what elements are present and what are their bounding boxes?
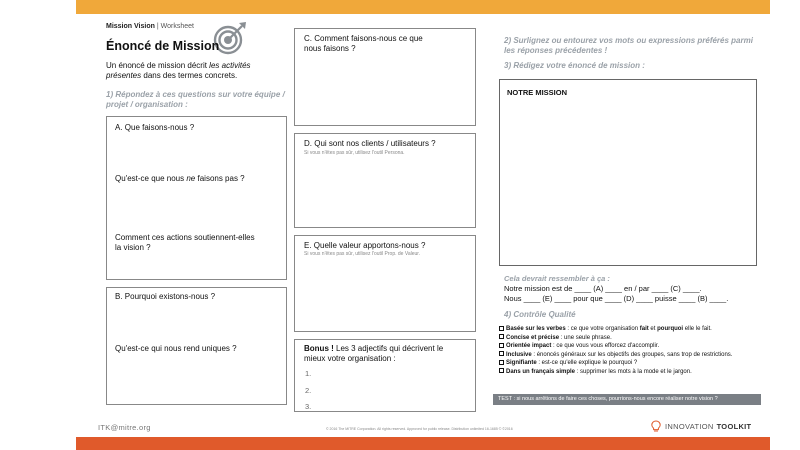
- step-2-heading: 2) Surlignez ou entourez vos mots ou expressions préférés parmi les réponses précédentes !: [504, 36, 753, 55]
- quality-concise-text: : une seule phrase.: [559, 334, 612, 341]
- checkbox-icon[interactable]: [499, 343, 504, 348]
- box-b-question-1: B. Pourquoi existons-nous ?: [115, 292, 216, 301]
- step-3-heading: 3) Rédigez votre énoncé de mission :: [504, 61, 645, 70]
- box-d-question: D. Qui sont nos clients / utilisateurs ?: [304, 139, 436, 148]
- quality-item-simple-french[interactable]: [499, 368, 769, 377]
- quality-item-verbs[interactable]: [499, 325, 769, 334]
- template-line-1: Notre mission est de ____ (A) ____ en / par ____ (C) ____.: [504, 284, 702, 293]
- quality-meaningful-text: : est-ce qu'elle explique le pourquoi ?: [536, 360, 638, 366]
- top-accent-bar: [76, 0, 770, 14]
- intro-suffix: dans des termes concrets.: [141, 71, 238, 80]
- quality-simple-text: : supprimer les mots à la mode et le jargon.: [575, 368, 692, 375]
- bonus-label: Bonus !: [304, 344, 334, 353]
- intro-text: [106, 61, 276, 81]
- quality-impact-label: Orientée impact: [506, 343, 552, 349]
- box-e-hint: Si vous n'êtes pas sûr, utilisez l'outil Prop. de Valeur.: [304, 251, 421, 257]
- quality-verbs-mid: et: [648, 326, 658, 332]
- box-a-question-2: [115, 174, 245, 184]
- quality-item-meaningful[interactable]: [499, 359, 769, 368]
- footer-brand-light: INNOVATION: [665, 421, 714, 431]
- page-title: Énoncé de Mission: [106, 39, 220, 53]
- checkbox-icon[interactable]: [499, 368, 504, 373]
- test-banner: TEST : si nous arrêtions de faire ces choses, pourrions-nous encore réaliser notre vision ?: [493, 394, 761, 405]
- quality-inclusive-text: : énoncés généraux sur les objectifs des groupes, sans trop de restrictions.: [531, 351, 733, 358]
- quality-verbs-label: Basée sur les verbes: [506, 326, 566, 332]
- header-separator: |: [156, 23, 159, 30]
- box-d-hint: Si vous n'êtes pas sûr, utilisez l'outil Persona.: [304, 150, 405, 156]
- template-line-2: Nous ____ (E) ____ pour que ____ (D) ____ puisse ____ (B) ____.: [504, 294, 729, 303]
- quality-item-inclusive[interactable]: [499, 351, 769, 360]
- checkbox-icon[interactable]: [499, 360, 504, 365]
- bonus-item-2[interactable]: 2.: [305, 385, 312, 395]
- footer-copyright: © 2016 The MITRE Corporation. All rights reserved. Approved for public release. Distribution unlimited 16-1685 © ©2016: [326, 427, 513, 431]
- mission-box-title: NOTRE MISSION: [507, 88, 568, 97]
- bonus-item-1[interactable]: 1.: [305, 369, 312, 378]
- checkbox-icon[interactable]: [499, 326, 504, 331]
- box-a-question-3: Comment ces actions soutiennent-elles la vision ?: [115, 233, 255, 252]
- bottom-accent-bar: [76, 437, 770, 450]
- quality-inclusive-label: Inclusive: [506, 351, 532, 358]
- box-e-question: E. Quelle valeur apportons-nous ?: [304, 241, 426, 250]
- template-intro: Cela devrait ressembler à ça :: [504, 274, 610, 283]
- box-a-q2-suffix: faisons pas ?: [195, 174, 245, 183]
- worksheet-title: Mission Vision: [106, 23, 155, 30]
- box-a-q2-emphasis: ne: [186, 174, 196, 183]
- box-a-question-1: A. Que faisons-nous ?: [115, 123, 195, 132]
- box-a-q2-prefix: Qu'est-ce que nous: [115, 174, 187, 183]
- step-4-heading: 4) Contrôle Qualité: [504, 310, 576, 319]
- intro-emphasis: les activités présentes: [106, 61, 251, 80]
- quality-verbs-text: : ce que votre organisation: [565, 326, 640, 332]
- bonus-description: Les 3 adjectifs qui décrivent le mieux votre organisation :: [304, 344, 444, 363]
- quality-concise-label: Concise et précise: [506, 334, 560, 341]
- quality-checklist: [499, 325, 769, 376]
- quality-impact-text: : ce que vous vous efforcez d'accomplir.: [551, 343, 660, 349]
- quality-item-impact[interactable]: [499, 342, 769, 351]
- footer-email[interactable]: ITK@mitre.org: [98, 423, 151, 432]
- quality-simple-label: Dans un français simple: [506, 368, 576, 375]
- step-1-heading: 1) Répondez à ces questions sur votre équipe / projet / organisation :: [106, 90, 285, 109]
- mission-box[interactable]: [499, 79, 757, 266]
- quality-verbs-end: elle le fait.: [683, 326, 712, 332]
- bonus-item-3[interactable]: 3.: [305, 402, 312, 411]
- box-c-question: C. Comment faisons-nous ce que nous faisons ?: [304, 34, 423, 53]
- box-b-question-2: Qu'est-ce qui nous rend uniques ?: [115, 344, 237, 353]
- bonus-text: [304, 344, 464, 364]
- intro-prefix: Un énoncé de mission décrit: [106, 61, 210, 70]
- checkbox-icon[interactable]: [499, 351, 504, 356]
- checkbox-icon[interactable]: [499, 334, 504, 339]
- lightbulb-icon: [650, 420, 662, 432]
- quality-verbs-fait: fait: [639, 326, 649, 332]
- quality-item-concise[interactable]: [499, 334, 769, 343]
- footer-brand: [650, 420, 751, 432]
- footer-brand-bold: TOOLKIT: [716, 421, 752, 431]
- quality-meaningful-label: Signifiante: [506, 360, 537, 366]
- worksheet-header: [106, 23, 194, 30]
- quality-verbs-pourquoi: pourquoi: [657, 326, 684, 332]
- worksheet-label: Worksheet: [160, 23, 194, 30]
- box-a[interactable]: [106, 116, 287, 280]
- bonus-list: [305, 369, 311, 419]
